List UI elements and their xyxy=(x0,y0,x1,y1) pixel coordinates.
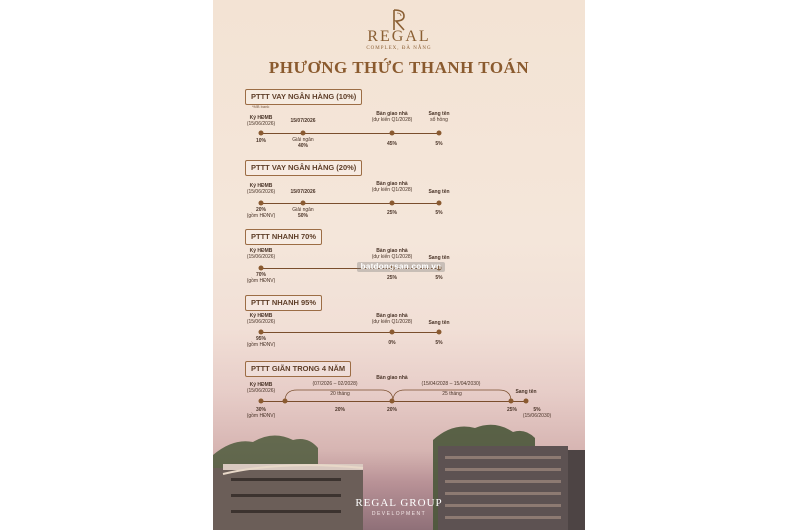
milestone-label: Sang tên xyxy=(428,320,450,326)
milestone-label: Ký HĐMB (15/06/2026) xyxy=(246,115,276,127)
timeline-dot xyxy=(259,399,264,404)
period-range: (15/04/2028 – 15/04/2030) xyxy=(421,381,481,387)
milestone-label: Bàn giao nhà (dự kiến Q1/2028) xyxy=(371,111,413,123)
plan-title: PTTT NHANH 70% xyxy=(245,229,322,245)
plan-title: PTTT VAY NGÂN HÀNG (10%) xyxy=(245,89,362,105)
plan-title: PTTT VAY NGÂN HÀNG (20%) xyxy=(245,160,362,176)
timeline-dot xyxy=(301,201,306,206)
milestone-value: 25% xyxy=(386,275,398,281)
plan-fast-95 xyxy=(213,295,585,355)
footer-brand: REGAL GROUP xyxy=(355,497,443,509)
milestone-value: 5% xyxy=(435,275,443,281)
milestone-value: 5% (15/06/2030) xyxy=(522,407,552,419)
plan-title: PTTT NHANH 95% xyxy=(245,295,322,311)
milestone-value: 20% xyxy=(386,407,398,413)
milestone-label: 15/07/2026 xyxy=(290,189,316,195)
plan-bank-loan-20 xyxy=(213,160,585,222)
timeline-dot xyxy=(390,399,395,404)
plan-title: PTTT GIÃN TRONG 4 NĂM xyxy=(245,361,351,377)
timeline-dot xyxy=(437,131,442,136)
timeline-dot xyxy=(437,330,442,335)
milestone-value: 20% (gồm HĐNV) xyxy=(246,207,276,219)
milestone-label: Ký HĐMB (15/06/2026) xyxy=(246,382,276,394)
milestone-label: Bàn giao nhà (dự kiến Q1/2028) xyxy=(371,313,413,325)
milestone-value: 25% xyxy=(506,407,518,413)
timeline-dot xyxy=(259,201,264,206)
timeline-dot xyxy=(259,330,264,335)
timeline-dot xyxy=(259,131,264,136)
milestone-value: 20% xyxy=(334,407,346,413)
milestone-label: Ký HĐMB (15/06/2026) xyxy=(246,248,276,260)
timeline-dot xyxy=(283,399,288,404)
milestone-label: Sang tên xyxy=(428,255,450,261)
footer-subtitle: DEVELOPMENT xyxy=(371,511,427,517)
brand-name: REGAL xyxy=(367,28,431,45)
milestone-value: 95% (gồm HĐNV) xyxy=(246,336,276,348)
milestone-value: 25% xyxy=(386,210,398,216)
plan-4-year xyxy=(213,361,585,425)
milestone-value: Giải ngân 50% xyxy=(292,207,314,219)
milestone-label: Ký HĐMB (15/06/2026) xyxy=(246,183,276,195)
milestone-label: Bàn giao nhà (dự kiến Q1/2028) xyxy=(371,181,413,193)
milestone-value: 70% (gồm HĐNV) xyxy=(246,272,276,284)
timeline-dot xyxy=(437,201,442,206)
brand-subtitle: COMPLEX, ĐÀ NẴNG xyxy=(366,46,432,51)
timeline-line xyxy=(261,203,439,204)
milestone-label: Sang tên xyxy=(428,189,450,195)
milestone-label: Sang tên sổ hồng xyxy=(428,111,450,123)
timeline-dot xyxy=(390,131,395,136)
timeline-dot xyxy=(509,399,514,404)
milestone-value: 5% xyxy=(435,340,443,346)
page-title: PHƯƠNG THỨC THANH TOÁN xyxy=(268,58,530,77)
plan-fast-70 xyxy=(213,229,585,289)
timeline-dot xyxy=(390,201,395,206)
timeline-dot xyxy=(259,266,264,271)
plan-bank-loan-10 xyxy=(213,89,585,151)
milestone-value: 5% xyxy=(435,141,443,147)
payment-poster xyxy=(213,0,585,530)
milestone-label: Ký HĐMB (15/06/2026) xyxy=(246,313,276,325)
milestone-label: 15/07/2026 xyxy=(290,118,316,124)
milestone-value: 10% xyxy=(255,138,267,144)
period-range: (07/2026 – 02/2028) xyxy=(312,381,358,387)
milestone-value: 0% xyxy=(388,340,396,346)
timeline-dot xyxy=(301,131,306,136)
timeline-dot xyxy=(390,330,395,335)
period-duration: 25 tháng xyxy=(442,391,462,397)
milestone-value: 30% (gồm HĐNV) xyxy=(246,407,276,419)
milestone-label: Sang tên xyxy=(515,389,537,395)
milestone-value: Giải ngân 40% xyxy=(292,137,314,149)
milestone-label: Bàn giao nhà xyxy=(376,375,408,381)
watermark: batdongsan.com.vn xyxy=(357,262,445,272)
timeline-line xyxy=(261,133,439,134)
period-duration: 20 tháng xyxy=(330,391,350,397)
milestone-label: Bàn giao nhà (dự kiến Q1/2028) xyxy=(371,248,413,260)
plan-note: *MB bank xyxy=(252,104,270,109)
timeline-line xyxy=(261,332,439,333)
milestone-value: 5% xyxy=(435,210,443,216)
timeline-dot xyxy=(524,399,529,404)
milestone-value: 45% xyxy=(386,141,398,147)
